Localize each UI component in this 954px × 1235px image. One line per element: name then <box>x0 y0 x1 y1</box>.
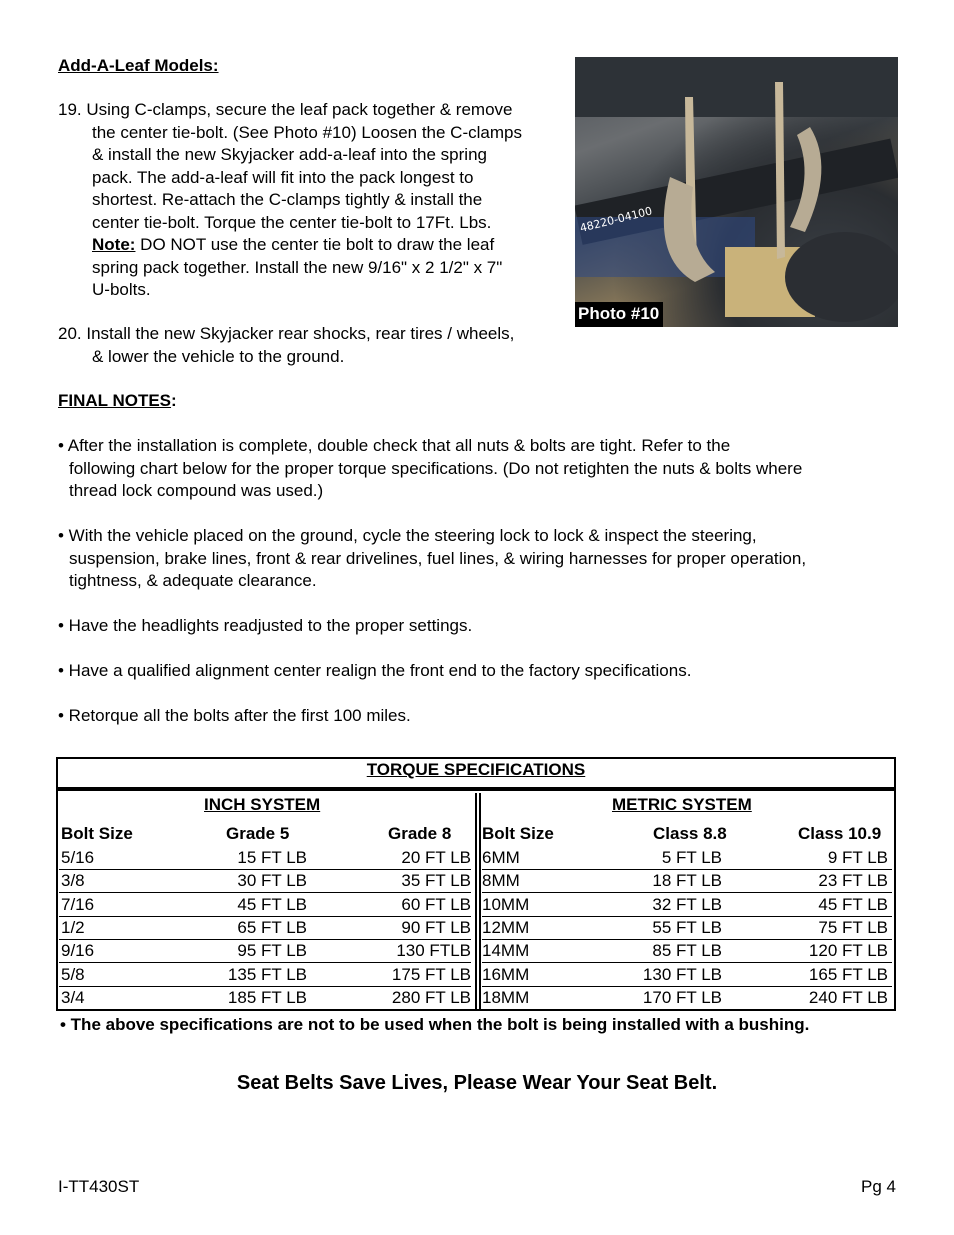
table-cell: 1/2 <box>61 917 85 937</box>
svg-text:48220-04100: 48220-04100 <box>578 204 654 235</box>
bullet-line: suspension, brake lines, front & rear drivelines, fuel lines, & wiring harnesses for proper operation, <box>69 548 807 568</box>
table-cell: 240 FT LB <box>808 987 888 1007</box>
table-cell: 15 FT LB <box>237 848 307 867</box>
document-id: I-TT430ST <box>58 1177 140 1196</box>
bushing-warning: • The above specifications are not to be used when the bolt is being installed with a bushing. <box>60 1015 810 1034</box>
table-cell: 5/16 <box>61 848 95 867</box>
table-cell: 75 FT LB <box>818 917 888 937</box>
table-cell: 7/16 <box>61 894 95 914</box>
page-number: Pg 4 <box>861 1177 896 1196</box>
table-row <box>59 964 471 987</box>
table-row <box>482 940 892 963</box>
metric-system-section <box>479 793 896 1009</box>
table-row <box>59 870 471 893</box>
table-cell: 45 FT LB <box>237 894 307 914</box>
step-19-line: 19. Using C-clamps, secure the leaf pack together & remove <box>58 100 513 119</box>
table-cell: 3/4 <box>61 987 85 1007</box>
table-cell: 120 FT LB <box>808 941 888 961</box>
step-19 <box>58 99 573 302</box>
table-row <box>59 917 471 940</box>
table-row <box>59 987 471 1010</box>
bullet-line: • Have the headlights readjusted to the proper settings. <box>58 616 473 635</box>
step-19-line: shortest. Re-attach the C-clamps tightly & install the <box>92 190 483 209</box>
photo-10-image <box>575 57 898 327</box>
table-cell: 170 FT LB <box>642 987 722 1007</box>
table-cell: 14MM <box>482 941 530 961</box>
table-cell: 10MM <box>482 894 530 914</box>
bullet-line: • After the installation is complete, double check that all nuts & bolts are tight. Refer to the <box>58 436 731 455</box>
step-19-line: pack. The add-a-leaf will fit into the pack longest to <box>92 167 474 187</box>
table-cell: 18 FT LB <box>652 871 722 891</box>
step-19-line: & install the new Skyjacker add-a-leaf into the spring <box>92 145 487 164</box>
table-cell: 16MM <box>482 964 530 984</box>
final-notes-heading <box>58 391 177 411</box>
final-notes-colon: : <box>171 391 177 410</box>
step-19-note-line <box>58 234 573 257</box>
table-cell: 8MM <box>482 871 520 891</box>
bullet-line: • With the vehicle placed on the ground, cycle the steering lock to lock & inspect the steering, <box>58 526 757 545</box>
table-row <box>482 987 892 1010</box>
table-row <box>59 894 471 917</box>
bullet-item <box>58 660 898 683</box>
note-text: DO NOT use the center tie bolt to draw the leaf <box>135 235 495 254</box>
step-19-line: the center tie-bolt. (See Photo #10) Loosen the C-clamps <box>92 122 522 142</box>
inch-col-grade-5: Grade 5 <box>226 824 290 843</box>
step-19-line: U-bolts. <box>92 280 151 299</box>
table-cell: 9/16 <box>61 941 95 961</box>
seat-belt-message: Seat Belts Save Lives, Please Wear Your Seat Belt. <box>236 1072 718 1094</box>
table-row <box>482 964 892 987</box>
table-cell: 175 FT LB <box>391 964 471 984</box>
table-cell: 185 FT LB <box>227 987 307 1007</box>
table-cell: 280 FT LB <box>391 987 471 1007</box>
bullet-item <box>58 525 898 593</box>
table-cell: 23 FT LB <box>818 871 888 891</box>
table-row <box>482 894 892 917</box>
bullet-item <box>58 615 898 638</box>
table-cell: 18MM <box>482 987 530 1007</box>
table-cell: 65 FT LB <box>237 917 307 937</box>
metric-col-class-8-8: Class 8.8 <box>653 824 727 843</box>
table-cell: 30 FT LB <box>237 871 307 891</box>
step-20-line: 20. Install the new Skyjacker rear shocks, rear tires / wheels, <box>58 324 515 343</box>
bullet-item <box>58 435 898 503</box>
step-19-line: spring pack together. Install the new 9/16" x 2 1/2" x 7" <box>92 257 503 277</box>
table-cell: 165 FT LB <box>808 964 888 984</box>
step-19-line: center tie-bolt. Torque the center tie-bolt to 17Ft. Lbs. <box>92 212 492 232</box>
metric-col-class-10-9: Class 10.9 <box>798 824 882 843</box>
table-cell: 130 FT LB <box>642 964 722 984</box>
table-cell: 9 FT LB <box>827 848 888 867</box>
torque-title-text: TORQUE SPECIFICATIONS <box>366 760 586 779</box>
table-cell: 95 FT LB <box>237 941 307 961</box>
table-cell: 55 FT LB <box>652 917 722 937</box>
table-cell: 45 FT LB <box>818 894 888 914</box>
step-20 <box>58 323 573 368</box>
add-a-leaf-heading: Add-A-Leaf Models: <box>58 56 219 75</box>
table-cell: 12MM <box>482 917 530 937</box>
table-cell: 60 FT LB <box>401 894 471 914</box>
note-label: Note: <box>92 235 136 254</box>
table-cell: 32 FT LB <box>652 894 722 914</box>
table-row <box>482 870 892 893</box>
table-cell: 135 FT LB <box>227 964 307 984</box>
table-cell: 35 FT LB <box>401 871 471 891</box>
step-20-line: & lower the vehicle to the ground. <box>92 346 345 366</box>
leaf-spring-photo-illustration <box>575 57 898 327</box>
table-cell: 20 FT LB <box>401 848 471 867</box>
table-cell: 85 FT LB <box>652 941 722 961</box>
inch-system-title: INCH SYSTEM <box>204 795 321 814</box>
final-notes-heading-text: FINAL NOTES <box>58 391 172 410</box>
table-cell: 130 FTLB <box>396 941 471 961</box>
bullet-line: tightness, & adequate clearance. <box>69 571 317 590</box>
bullet-line: following chart below for the proper torque specifications. (Do not retighten the nuts & bolts where <box>69 458 803 478</box>
table-row <box>59 940 471 963</box>
torque-specifications-table <box>56 757 896 1011</box>
bullet-line: thread lock compound was used.) <box>69 481 324 500</box>
inch-system-section <box>58 793 477 1009</box>
table-cell: 90 FT LB <box>401 917 471 937</box>
table-row <box>482 847 892 870</box>
torque-table-title <box>58 759 894 791</box>
metric-system-title: METRIC SYSTEM <box>612 795 752 814</box>
inch-col-bolt-size: Bolt Size <box>61 824 133 843</box>
table-row <box>482 917 892 940</box>
bullet-line: • Have a qualified alignment center realign the front end to the factory specifications. <box>58 661 692 680</box>
metric-col-bolt-size: Bolt Size <box>482 824 554 843</box>
table-cell: 3/8 <box>61 871 85 891</box>
inch-col-grade-8: Grade 8 <box>388 824 452 843</box>
table-cell: 5 FT LB <box>661 848 722 867</box>
bullet-line: • Retorque all the bolts after the first 100 miles. <box>58 706 411 725</box>
table-cell: 6MM <box>482 848 520 867</box>
photo-label: Photo #10 <box>575 302 663 327</box>
table-cell: 5/8 <box>61 964 85 984</box>
table-row <box>59 847 471 870</box>
bullet-item <box>58 705 898 728</box>
